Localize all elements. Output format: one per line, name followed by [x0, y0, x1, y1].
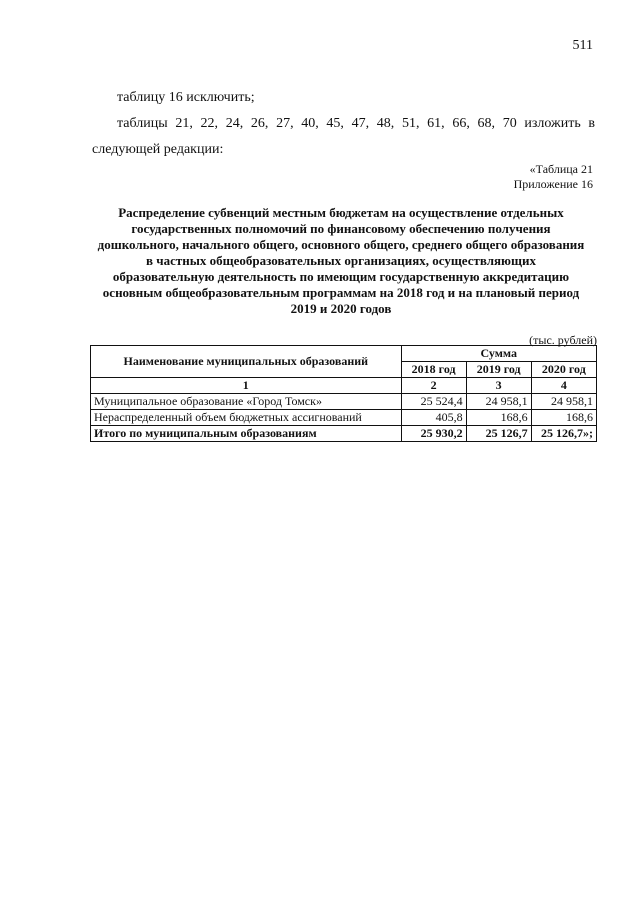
table-total-row [91, 426, 597, 442]
amount-2018: 25 524,4 [401, 394, 466, 410]
column-number: 3 [466, 378, 531, 394]
amount-2018: 405,8 [401, 410, 466, 426]
municipality-name: Нераспределенный объем бюджетных ассигнований [91, 410, 402, 426]
header-sum: Сумма [401, 346, 596, 362]
municipality-name: Муниципальное образование «Город Томск» [91, 394, 402, 410]
total-label: Итого по муниципальным образованиям [91, 426, 402, 442]
paragraph-tables-list: таблицы 21, 22, 24, 26, 27, 40, 45, 47, 48, 51, 61, 66, 68, 70 изложить в [117, 116, 595, 131]
page-number: 511 [572, 38, 593, 53]
unit-note: (тыс. рублей) [529, 333, 597, 347]
table-row [91, 394, 597, 410]
column-number-row [91, 378, 597, 394]
paragraph-edition: следующей редакции: [92, 142, 224, 157]
total-2018: 25 930,2 [401, 426, 466, 442]
header-year-2019: 2019 год [466, 362, 531, 378]
column-number: 2 [401, 378, 466, 394]
header-municipality: Наименование муниципальных образований [91, 346, 402, 378]
column-number: 1 [91, 378, 402, 394]
header-year-2018: 2018 год [401, 362, 466, 378]
total-2019: 25 126,7 [466, 426, 531, 442]
table-row [91, 410, 597, 426]
table-reference [514, 162, 593, 192]
amount-2020: 24 958,1 [531, 394, 596, 410]
table-header-row [91, 346, 597, 362]
table-title: Распределение субвенций местным бюджетам на осуществление отдельных государственных полномочий по финансовому обеспечению получения дошкольного, начального общего, основного общего, среднего общего образования в частных общеобразовательных организациях, осуществляющих образовательную деятельность по имеющим государственную аккредитацию основным общеобразовательным программам на 2018 год и на плановый период 2019 и 2020 годов [97, 205, 585, 316]
header-year-2020: 2020 год [531, 362, 596, 378]
paragraph-exclude-table: таблицу 16 исключить; [117, 90, 255, 105]
allocation-table [90, 345, 597, 442]
amount-2019: 168,6 [466, 410, 531, 426]
amount-2020: 168,6 [531, 410, 596, 426]
appendix-number: Приложение 16 [513, 177, 593, 191]
total-2020: 25 126,7»; [531, 426, 596, 442]
table-number: «Таблица 21 [529, 162, 593, 176]
column-number: 4 [531, 378, 596, 394]
amount-2019: 24 958,1 [466, 394, 531, 410]
